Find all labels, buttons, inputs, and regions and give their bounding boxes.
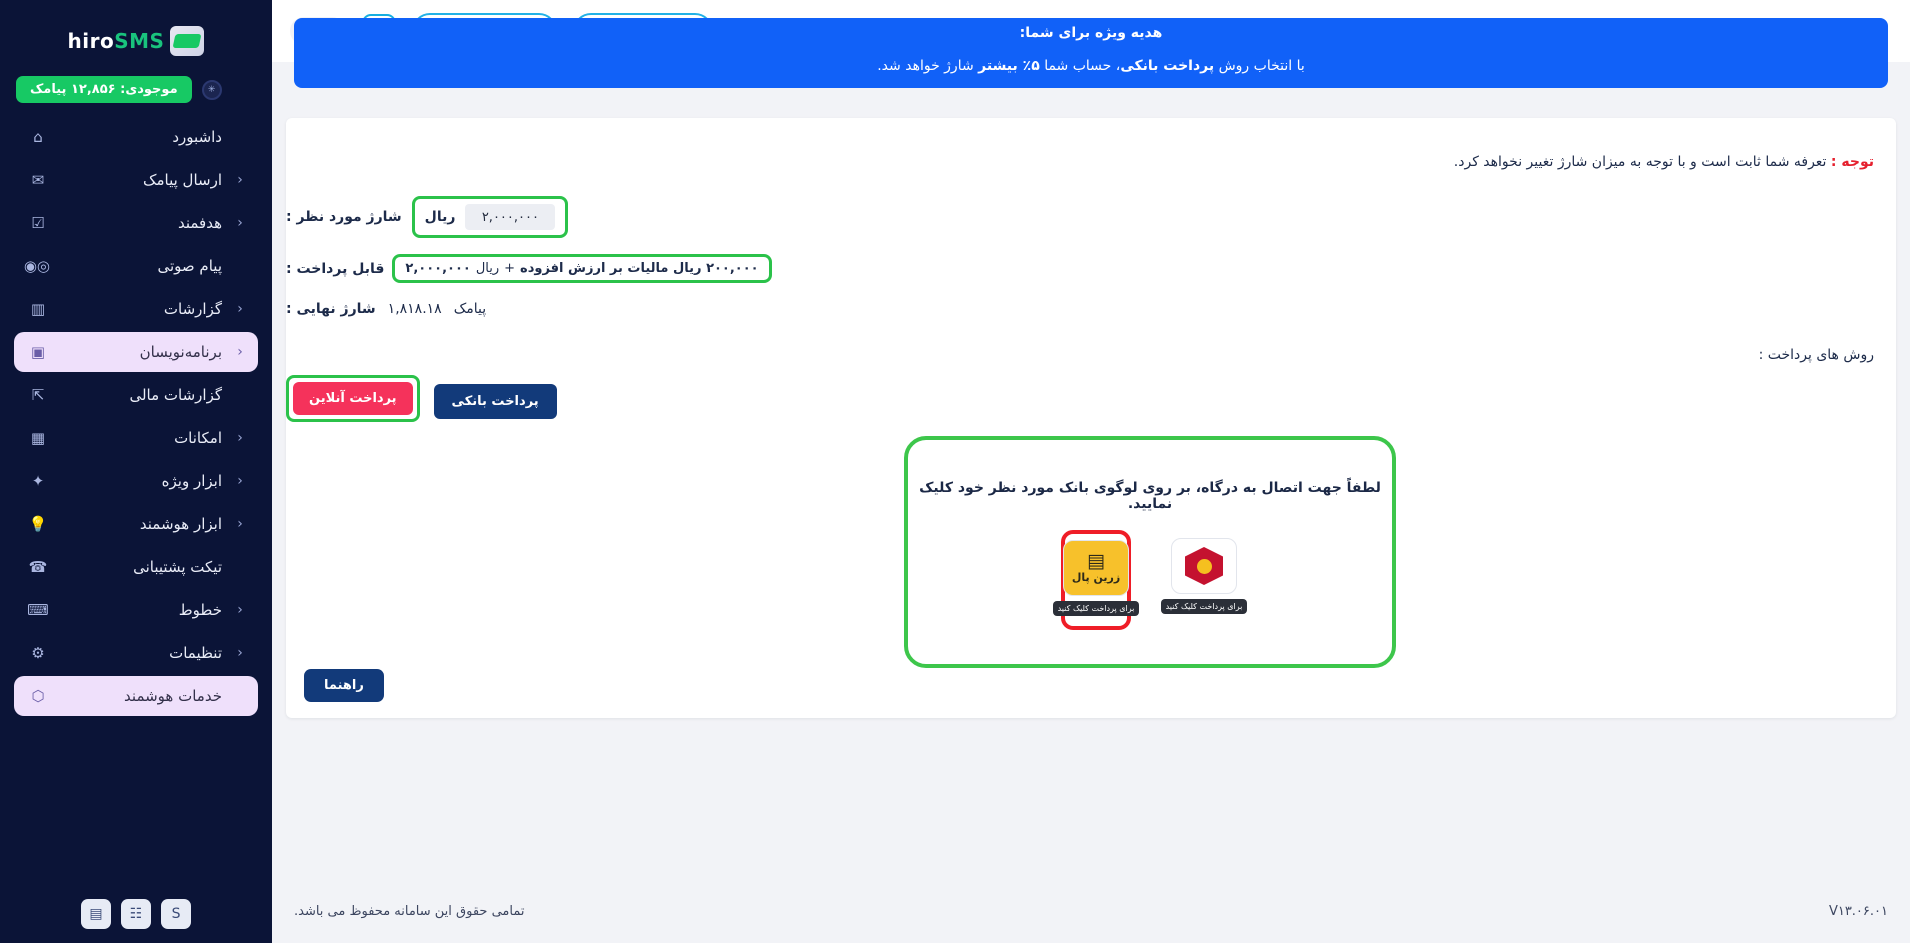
notice-text: تعرفه شما ثابت است و با توجه به میزان شارژ تغییر نخواهد کرد.	[1453, 154, 1831, 170]
sidebar-item-label: داشبورد	[172, 128, 222, 146]
sidebar-item-send-sms[interactable]	[14, 160, 258, 200]
chevron-left-icon: ‹	[237, 430, 243, 446]
charge-amount-label: شارژ مورد نظر :	[286, 209, 402, 225]
banner-suffix: شارژ خواهد شد.	[877, 58, 979, 74]
footer	[272, 879, 1910, 943]
bank-payment-button[interactable]: پرداخت بانکی	[434, 384, 557, 419]
sidebar-item-smart-tools[interactable]	[14, 504, 258, 544]
gateway-option-mellat[interactable]	[1165, 538, 1243, 630]
sidebar-item-developers[interactable]	[14, 332, 258, 372]
payable-label: قابل پرداخت :	[286, 260, 385, 277]
balance-row	[0, 76, 272, 103]
gateway-option-zarinpal[interactable]	[1057, 530, 1135, 630]
sidebar-item-dashboard[interactable]	[14, 117, 258, 157]
sidebar-nav	[0, 117, 272, 716]
sidebar-item-label: گزارشات مالی	[129, 386, 222, 404]
brand-text-2: SMS	[114, 29, 165, 53]
brand-text-1: hiro	[67, 29, 115, 53]
sidebar-item-settings[interactable]	[14, 633, 258, 673]
home-icon: ⌂	[33, 128, 43, 146]
chevron-left-icon: ‹	[237, 172, 243, 188]
online-payment-highlight	[286, 375, 420, 422]
final-charge-value: ۱,۸۱۸.۱۸	[387, 301, 442, 317]
sidebar-item-reports[interactable]	[14, 289, 258, 329]
charge-amount-row	[286, 170, 1896, 238]
bulb-icon: 💡	[28, 515, 48, 533]
gateway-logos	[908, 512, 1392, 630]
support-icon: ☎	[28, 558, 48, 576]
sidebar-item-label: خطوط	[178, 601, 222, 619]
sidebar-item-label: هدفمند	[177, 214, 222, 232]
gateway-option-zarinpal-caption: برای پرداخت کلیک کنید	[1053, 601, 1140, 616]
gateway-panel	[904, 436, 1396, 668]
sidebar	[0, 0, 272, 943]
banner-mid: ، حساب شما	[1039, 58, 1121, 74]
promo-banner	[294, 18, 1888, 88]
banner-bold-1: پرداخت بانکی	[1120, 58, 1215, 74]
code-icon: ▣	[30, 343, 46, 361]
sidebar-item-label: تنظیمات	[169, 644, 222, 662]
s-icon[interactable]: S	[161, 899, 191, 929]
sidebar-item-label: ارسال پیامک	[143, 171, 222, 189]
sidebar-item-label: امکانات	[174, 429, 222, 447]
box-icon: ⬡	[31, 687, 45, 705]
final-charge-label: شارژ نهایی :	[286, 301, 376, 317]
payment-methods-label: روش های پرداخت :	[1758, 347, 1874, 363]
chevron-left-icon: ‹	[237, 516, 243, 532]
chevron-left-icon: ‹	[237, 301, 243, 317]
charge-amount-input[interactable]	[465, 204, 555, 230]
charge-amount-field-group	[412, 196, 569, 238]
tariff-notice	[286, 118, 1896, 170]
payable-breakdown	[392, 254, 771, 283]
sidebar-item-label: گزارشات	[163, 300, 222, 318]
payable-row	[286, 238, 1896, 283]
sidebar-item-financial-reports[interactable]	[14, 375, 258, 415]
chevron-left-icon: ‹	[237, 473, 243, 489]
gateway-instruction: لطفاً جهت اتصال به درگاه، بر روی لوگوی بانک مورد نظر خود کلیک نمایید.	[919, 480, 1381, 512]
online-payment-button[interactable]: پرداخت آنلاین	[293, 382, 413, 415]
brand-logo[interactable]	[0, 10, 272, 72]
sidebar-item-label: خدمات هوشمند	[124, 687, 222, 705]
sidebar-item-label: برنامه‌نویسان	[139, 343, 222, 361]
chevron-left-icon: ‹	[237, 215, 243, 231]
help-button[interactable]: راهنما	[304, 669, 384, 702]
charge-unit-label: ریال	[424, 209, 456, 225]
notice-bold: توجه :	[1830, 154, 1874, 170]
sidebar-item-support-ticket[interactable]	[14, 547, 258, 587]
sidebar-bottom-buttons	[0, 899, 272, 929]
payable-unit: ریال	[475, 261, 500, 276]
banner-line-1: هدیه ویژه برای شما:	[1019, 25, 1163, 41]
final-charge-unit: پیامک	[453, 301, 487, 317]
sidebar-item-targeted[interactable]	[14, 203, 258, 243]
voice-icon: ◎◉	[23, 257, 50, 275]
balance-icon: ✳	[202, 80, 222, 100]
sparkle-icon: ✦	[31, 472, 45, 490]
gateway-option-mellat-caption: برای پرداخت کلیک کنید	[1161, 599, 1248, 614]
zarinpal-glyph: ▤	[1087, 549, 1105, 572]
chevron-left-icon: ‹	[237, 602, 243, 618]
brand-text	[68, 29, 165, 53]
payment-methods-buttons	[286, 363, 1896, 422]
lines-icon: ⌨	[27, 601, 49, 619]
banner-bold-2: ۵٪ بیشتر	[978, 58, 1040, 74]
chevron-left-icon: ‹	[237, 344, 243, 360]
sidebar-item-voice-message[interactable]	[14, 246, 258, 286]
chevron-left-icon: ‹	[237, 645, 243, 661]
zarinpal-logo-icon	[1063, 540, 1129, 596]
charge-card	[286, 118, 1896, 718]
finance-icon: ⇱	[31, 386, 45, 404]
payable-tax: ۲۰۰,۰۰۰ ریال مالیات بر ارزش افزوده	[520, 261, 759, 276]
banner-prefix: با انتخاب روش	[1214, 58, 1305, 74]
sidebar-item-label: تیکت پشتیبانی	[133, 558, 222, 576]
payable-plus: +	[504, 261, 516, 276]
balance-badge[interactable]: موجودی: ۱۲,۸۵۶ پیامک	[16, 76, 192, 103]
final-charge-row	[286, 283, 1896, 317]
banner-line-2	[294, 41, 1888, 74]
sidebar-item-label: ابزار هوشمند	[139, 515, 222, 533]
gateway-option-zarinpal-name: زرین پال	[1071, 570, 1121, 584]
card-icon[interactable]: ▤	[81, 899, 111, 929]
mellat-logo-icon	[1171, 538, 1237, 594]
grid-icon: ▦	[30, 429, 46, 447]
main-area	[272, 0, 1910, 943]
sidebar-item-lines[interactable]	[14, 590, 258, 630]
chart-icon: ▥	[30, 300, 46, 318]
footer-version: V۱۳.۰۶.۰۱	[1828, 903, 1888, 919]
gear-icon: ⚙	[31, 644, 45, 662]
sidebar-item-label: ابزار ویژه	[161, 472, 222, 490]
target-icon: ☑	[31, 214, 45, 232]
contact-icon[interactable]: ☷	[121, 899, 151, 929]
payable-amount: ۲,۰۰۰,۰۰۰	[405, 261, 471, 276]
sms-icon: ✉	[31, 171, 45, 189]
sidebar-item-features[interactable]	[14, 418, 258, 458]
sidebar-item-smart-services[interactable]	[14, 676, 258, 716]
footer-copyright: تمامی حقوق این سامانه محفوظ می باشد.	[294, 903, 525, 919]
mellat-dot	[1197, 559, 1212, 574]
sidebar-item-special-tools[interactable]	[14, 461, 258, 501]
logo-mark-icon	[170, 26, 204, 56]
sidebar-item-label: پیام صوتی	[157, 257, 222, 275]
